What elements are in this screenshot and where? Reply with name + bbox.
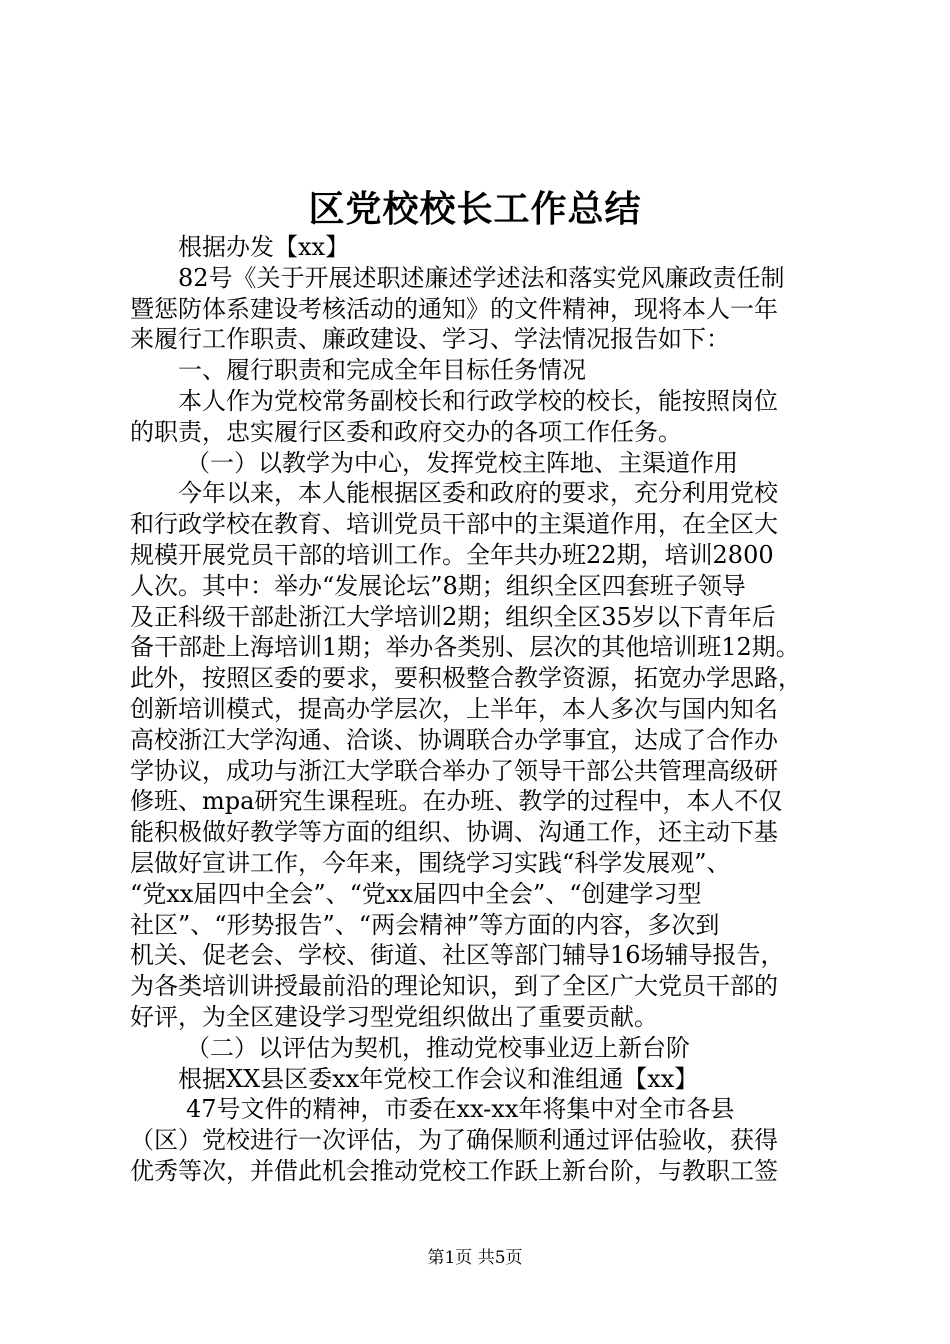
paragraph-line: 人次。其中：举办“发展论坛”8期；组织全区四套班子领导 — [130, 571, 746, 600]
paragraph-line: 备干部赴上海培训1期；举办各类别、层次的其他培训班12期。 — [130, 633, 800, 662]
paragraph-line: 规模开展党员干部的培训工作。全年共办班22期，培训2800 — [130, 540, 774, 569]
paragraph-line: 机关、促老会、学校、街道、社区等部门辅导16场辅导报告， — [130, 941, 785, 970]
document-body — [130, 232, 836, 1187]
paragraph-line: 根据办发【xx】 — [178, 233, 350, 261]
paragraph-line: 优秀等次，并借此机会推动党校工作跃上新台阶，与教职工签 — [130, 1156, 778, 1185]
paragraph-line: 社区”、“形势报告”、“两会精神”等方面的内容，多次到 — [130, 910, 720, 939]
paragraph-line: 本人作为党校常务副校长和行政学校的校长，能按照岗位 — [178, 386, 778, 415]
paragraph-line: “党xx届四中全会”、“党xx届四中全会”、“创建学习型 — [130, 879, 702, 908]
paragraph-line: （区）党校进行一次评估，为了确保顺利通过评估验收，获得 — [130, 1126, 778, 1155]
paragraph-line: 层做好宣讲工作，今年来，围绕学习实践“科学发展观”、 — [130, 848, 731, 877]
paragraph-line: 暨惩防体系建设考核活动的通知》的文件精神，现将本人一年 — [130, 294, 778, 323]
section-heading: 一、履行职责和完成全年目标任务情况 — [178, 356, 586, 385]
paragraph-line: 创新培训模式，提高办学层次，上半年，本人多次与国内知名 — [130, 694, 778, 723]
document-title: 区党校校长工作总结 — [308, 188, 642, 230]
paragraph-line: 高校浙江大学沟通、洽谈、协调联合办学事宜，达成了合作办 — [130, 725, 778, 754]
paragraph-line: 82号《关于开展述职述廉述学述法和落实党风廉政责任制 — [178, 263, 785, 292]
page-number: 第1页 共5页 — [427, 1248, 523, 1268]
subsection-heading: （二）以评估为契机，推动党校事业迈上新台阶 — [186, 1033, 690, 1062]
paragraph-line: 及正科级干部赴浙江大学培训2期；组织全区35岁以下青年后 — [130, 602, 776, 631]
paragraph-line: 和行政学校在教育、培训党员干部中的主渠道作用，在全区大 — [130, 510, 778, 539]
paragraph-line: 的职责，忠实履行区委和政府交办的各项工作任务。 — [130, 417, 682, 446]
paragraph-line: 学协议，成功与浙江大学联合举办了领导干部公共管理高级研 — [130, 756, 778, 785]
paragraph-line: 好评，为全区建设学习型党组织做出了重要贡献。 — [130, 1002, 658, 1031]
paragraph-line: 能积极做好教学等方面的组织、协调、沟通工作，还主动下基 — [130, 818, 778, 847]
paragraph-line: 修班、mpa研究生课程班。在办班、教学的过程中，本人不仅 — [130, 787, 783, 816]
paragraph-line: 根据XX县区委xx年党校工作会议和淮组通【xx】 — [178, 1064, 699, 1093]
paragraph-line: 为各类培训讲授最前沿的理论知识，到了全区广大党员干部的 — [130, 972, 778, 1001]
paragraph-line: 来履行工作职责、廉政建设、学习、学法情况报告如下： — [130, 325, 730, 354]
paragraph-line: 此外，按照区委的要求，要积极整合教学资源，拓宽办学思路， — [130, 664, 802, 693]
subsection-heading: （一）以教学为中心，发挥党校主阵地、主渠道作用 — [186, 448, 738, 477]
paragraph-line: 47号文件的精神，市委在xx-xx年将集中对全市各县 — [186, 1095, 735, 1124]
paragraph-line: 今年以来，本人能根据区委和政府的要求，充分利用党校 — [178, 479, 778, 508]
